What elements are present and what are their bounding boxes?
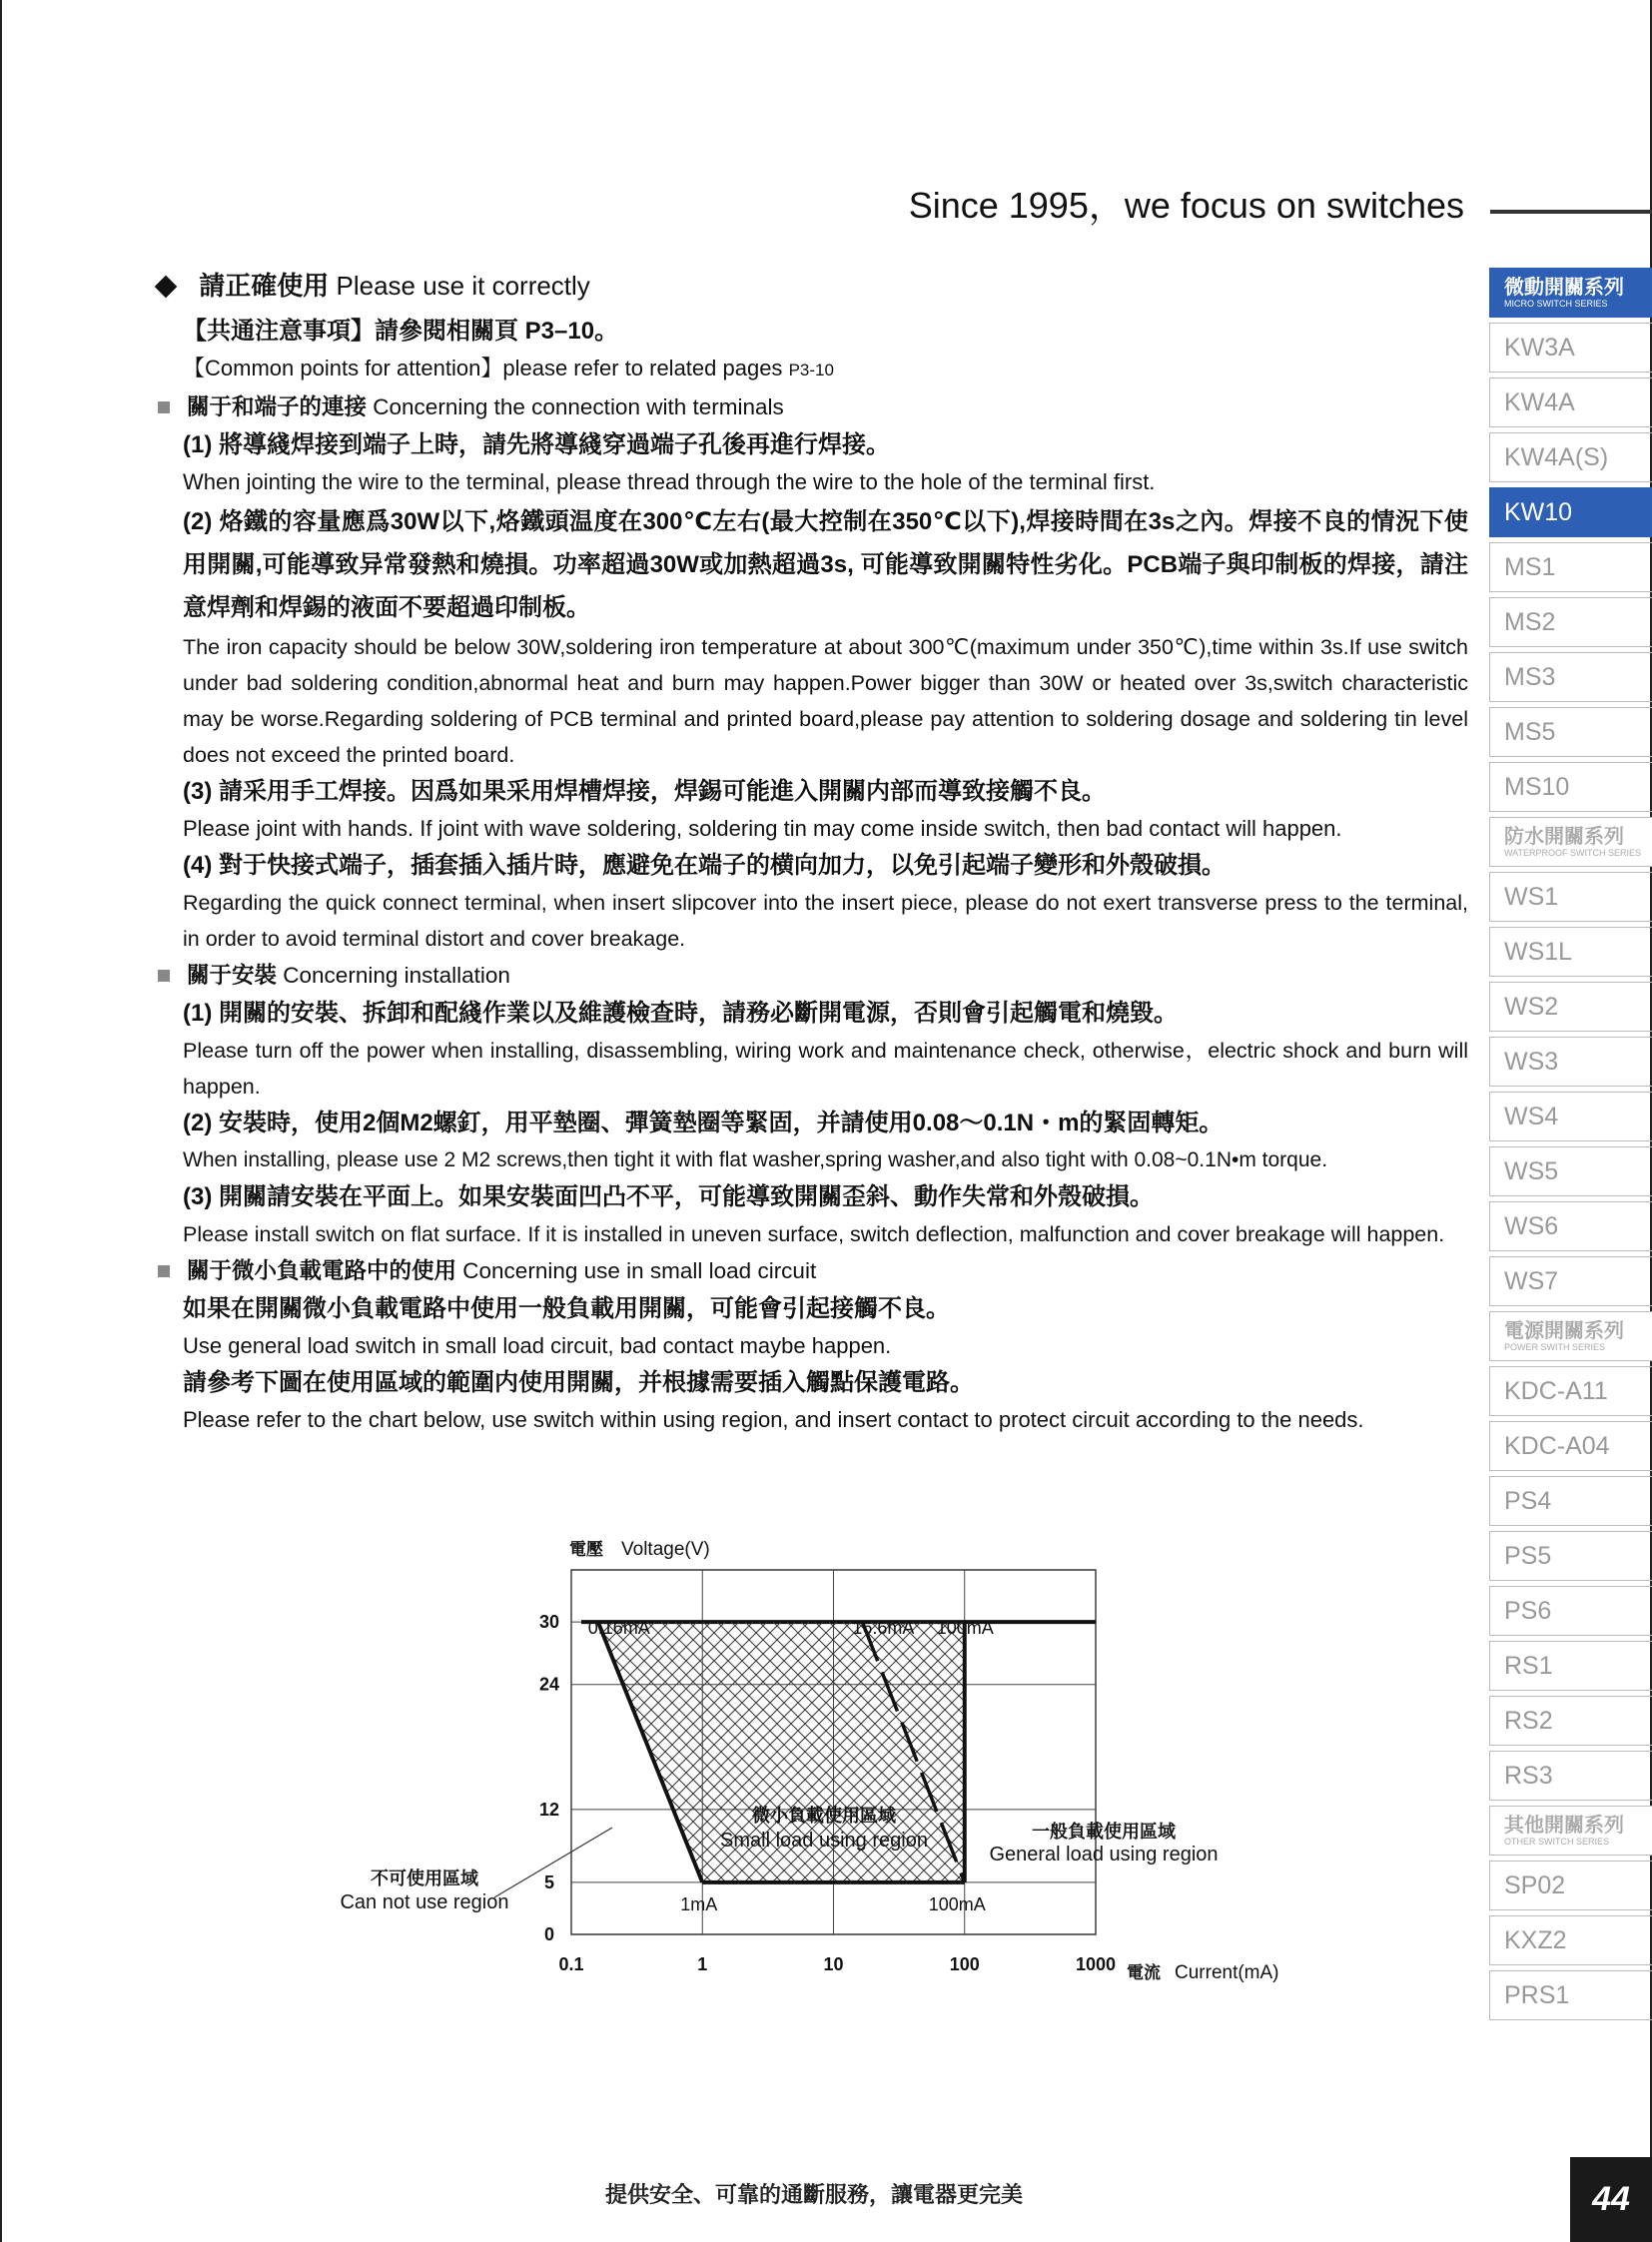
sidebar-group-title-cn: 防水開關系列: [1504, 825, 1624, 848]
sidebar-item-ws1[interactable]: WS1: [1489, 872, 1652, 922]
annotation-100ma-top: 100mA: [936, 1618, 994, 1638]
sidebar-item-prs1[interactable]: PRS1: [1489, 1970, 1652, 2020]
installation-p1-en: Please turn off the power when installing, disassembling, wiring work and maintenance check, otherwise，electric shock and burn will happen.: [183, 1039, 1468, 1099]
sidebar-item-ws1l[interactable]: WS1L: [1489, 927, 1652, 977]
sidebar-item-kw3a[interactable]: KW3A: [1489, 323, 1652, 373]
general-load-label-cn: 一般負載使用區域: [1032, 1822, 1176, 1842]
sidebar-group-title-en: WATERPROOF SWITCH SERIES: [1504, 847, 1642, 858]
terminals-p4-cn: (4) 對于快接式端子，插套插入插片時，應避免在端子的横向加力，以免引起端子變形和外殼破損。: [183, 852, 1226, 879]
sidebar-item-ms10[interactable]: MS10: [1489, 762, 1652, 812]
small-load-label-cn: 微小負載使用區域: [752, 1806, 896, 1826]
y-tick-label: 5: [543, 1871, 555, 1892]
series-sidebar: [1489, 268, 1652, 2025]
terminals-p3-cn: (3) 請采用手工焊接。因爲如果采用焊槽焊接，焊錫可能進入開關内部而導致接觸不良。: [183, 778, 1106, 805]
terminals-heading: [150, 388, 1468, 426]
sidebar-item-kw4a-s[interactable]: KW4A(S): [1489, 432, 1652, 482]
y-tick-label: 0: [543, 1924, 555, 1944]
small-load-heading-en: Concerning use in small load circuit: [462, 1258, 817, 1283]
x-tick-label: 0.1: [558, 1954, 584, 1974]
installation-p3-en: Please install switch on flat surface. If it is installed in uneven surface, switch deflection, malfunction and cover breakage will happen.: [183, 1222, 1445, 1246]
sidebar-item-ps4[interactable]: PS4: [1489, 1476, 1652, 1526]
small-load-heading-cn: 關于微小負載電路中的使用: [187, 1258, 457, 1283]
diamond-bullet-icon: [155, 275, 178, 298]
installation-p2-cn: (2) 安裝時，使用2個M2螺釘，用平墊圈、彈簧墊圈等緊固，并請使用0.08～0.1N・m的緊固轉矩。: [183, 1110, 1224, 1136]
installation-p1-cn: (1) 開關的安裝、拆卸和配綫作業以及維護檢查時，請務必斷開電源，否則會引起觸電和燒毀。: [183, 1000, 1178, 1027]
footer-slogan: 提供安全、可靠的通斷服務，讓電器更完美: [605, 2182, 1024, 2207]
small-load-p1-en: Use general load switch in small load circuit, bad contact maybe happen.: [183, 1333, 892, 1358]
sidebar-item-ws2[interactable]: WS2: [1489, 982, 1652, 1032]
header-rule: [1490, 210, 1652, 214]
sidebar-group-title-cn: 微動開關系列: [1504, 276, 1624, 299]
x-tick-label: 1: [697, 1954, 708, 1974]
x-axis-label-en: Current(mA): [1175, 1962, 1279, 1983]
sidebar-group-header[interactable]: [1489, 817, 1652, 867]
sidebar-group-header[interactable]: [1489, 1806, 1652, 1856]
load-region-chart: [330, 1528, 1328, 2097]
sidebar-item-kw4a[interactable]: KW4A: [1489, 377, 1652, 427]
x-axis-label-cn: 電流: [1127, 1963, 1161, 1982]
sidebar-item-rs2[interactable]: RS2: [1489, 1696, 1652, 1746]
sidebar-item-rs1[interactable]: RS1: [1489, 1641, 1652, 1691]
y-tick-label: 12: [538, 1799, 560, 1820]
small-load-p2-cn: 請參考下圖在使用區域的範圍内使用開關，并根據需要插入觸點保護電路。: [183, 1369, 974, 1396]
sidebar-item-rs3[interactable]: RS3: [1489, 1751, 1652, 1801]
x-tick-label: 10: [823, 1954, 844, 1974]
x-tick-label: 1000: [1075, 1954, 1117, 1974]
sidebar-item-kw10[interactable]: KW10: [1489, 487, 1652, 537]
y-tick-label: 30: [538, 1612, 560, 1633]
annotation-100ma-bottom: 100mA: [928, 1894, 986, 1914]
small-load-p1-cn: 如果在開關微小負載電路中使用一般負載用開關，可能會引起接觸不良。: [183, 1295, 950, 1322]
installation-heading-cn: 關于安裝: [187, 963, 278, 988]
cannot-use-label-cn: 不可使用區域: [371, 1868, 478, 1888]
common-points-cn: 【共通注意事項】請參閱相關頁 P3–10。: [183, 318, 619, 345]
terminals-p2-en: The iron capacity should be below 30W,soldering iron temperature at about 300℃(maximum under 350℃),time within 3s.If use switch under bad soldering condition,abnormal heat and burn may happen.Power bigger than 30W or heated over 3s,switch characteristic may be worse.Regarding soldering of PCB terminal and printed board,please pay attention to soldering dosage and soldering tin level does not exceed the printed board.: [183, 635, 1468, 767]
terminals-heading-cn: 關于和端子的連接: [187, 394, 368, 419]
common-points-en: [183, 351, 1468, 388]
square-bullet-icon: [158, 970, 170, 982]
sidebar-item-ws3[interactable]: WS3: [1489, 1037, 1652, 1087]
page-number: 44: [1570, 2157, 1652, 2242]
sidebar-item-ws4[interactable]: WS4: [1489, 1092, 1652, 1141]
sidebar-group-header[interactable]: [1489, 1311, 1652, 1361]
common-points-en-text: 【Common points for attention】please refer to related pages: [183, 356, 783, 380]
page-border-left: [0, 0, 2, 2242]
installation-p2-en: When installing, please use 2 M2 screws,then tight it with flat washer,spring washer,and also tight with 0.08~0.1N•m torque.: [183, 1148, 1328, 1171]
square-bullet-icon: [158, 1265, 170, 1277]
sidebar-group-header[interactable]: [1489, 268, 1652, 318]
installation-p3-cn: (3) 開關請安裝在平面上。如果安裝面凹凸不平，可能導致開關歪斜、動作失常和外殼破損。: [183, 1183, 1154, 1210]
sidebar-item-ms2[interactable]: MS2: [1489, 597, 1652, 647]
sidebar-group-title-cn: 其他開關系列: [1504, 1814, 1624, 1837]
sidebar-item-kdc-a11[interactable]: KDC-A11: [1489, 1366, 1652, 1416]
section-title-en: Please use it correctly: [336, 271, 590, 301]
annotation-0.16ma: 0.16mA: [587, 1618, 650, 1638]
sidebar-item-kdc-a04[interactable]: KDC-A04: [1489, 1421, 1652, 1471]
terminals-p4-en: Regarding the quick connect terminal, when insert slipcover into the insert piece, please do not exert transverse press to the terminal, in order to avoid terminal distort and cover breakage.: [183, 891, 1468, 951]
main-content: [150, 265, 1468, 1438]
section-title-cn: 請正確使用: [199, 271, 330, 301]
cannot-use-label-en: Can not use region: [340, 1891, 509, 1913]
annotation-1ma: 1mA: [680, 1894, 718, 1914]
annotation-16.6ma: 16.6mA: [852, 1618, 915, 1638]
square-bullet-icon: [158, 401, 170, 413]
common-points-ref: P3-10: [788, 361, 834, 379]
terminals-p2-cn: (2) 烙鐵的容量應爲30W以下,烙鐵頭温度在300℃左右(最大控制在350℃以下),焊接時間在3s之內。焊接不良的情況下使用開關,可能導致异常發熱和燒損。功率超過30W或加熱超過3s, 可能導致開關特性劣化。PCB端子與印制板的焊接，請注意焊劑和焊錫的液面不要超過印制板。: [183, 508, 1468, 621]
terminals-p3-en: Please joint with hands. If joint with wave soldering, soldering tin may come inside switch, then bad contact will happen.: [183, 816, 1342, 841]
terminals-p1-en: When jointing the wire to the terminal, please thread through the wire to the hole of the terminal first.: [183, 469, 1156, 494]
header-slogan: Since 1995，we focus on switches: [908, 185, 1464, 226]
sidebar-item-ws6[interactable]: WS6: [1489, 1201, 1652, 1251]
small-load-p2-en: Please refer to the chart below, use switch within using region, and insert contact to protect circuit according to the needs.: [183, 1407, 1364, 1432]
y-tick-label: 24: [538, 1674, 560, 1695]
sidebar-group-title-en: OTHER SWITCH SERIES: [1504, 1836, 1610, 1847]
installation-heading-en: Concerning installation: [283, 963, 510, 988]
small-load-heading: [150, 1252, 1468, 1290]
sidebar-item-ps6[interactable]: PS6: [1489, 1586, 1652, 1636]
sidebar-item-kxz2[interactable]: KXZ2: [1489, 1915, 1652, 1965]
sidebar-item-ws7[interactable]: WS7: [1489, 1256, 1652, 1306]
sidebar-group-title-en: MICRO SWITCH SERIES: [1504, 298, 1608, 309]
sidebar-item-ps5[interactable]: PS5: [1489, 1531, 1652, 1581]
y-axis-label-en: Voltage(V): [621, 1539, 710, 1560]
sidebar-item-ms1[interactable]: MS1: [1489, 542, 1652, 592]
sidebar-item-sp02[interactable]: SP02: [1489, 1861, 1652, 1910]
sidebar-item-ms5[interactable]: MS5: [1489, 707, 1652, 757]
sidebar-group-title-cn: 電源開關系列: [1504, 1319, 1624, 1342]
terminals-heading-en: Concerning the connection with terminals: [373, 394, 784, 419]
section-title: [150, 265, 1468, 307]
installation-heading: [150, 957, 1468, 995]
x-tick-label: 100: [949, 1954, 980, 1974]
y-axis-label-cn: 電壓: [569, 1540, 603, 1559]
terminals-p1-cn: (1) 將導綫焊接到端子上時，請先將導綫穿過端子孔後再進行焊接。: [183, 431, 890, 458]
general-load-label-en: General load using region: [989, 1844, 1219, 1866]
sidebar-item-ms3[interactable]: MS3: [1489, 652, 1652, 702]
sidebar-item-ws5[interactable]: WS5: [1489, 1146, 1652, 1196]
small-load-label-en: Small load using region: [720, 1830, 928, 1852]
sidebar-group-title-en: POWER SWITH SERIES: [1504, 1341, 1606, 1352]
